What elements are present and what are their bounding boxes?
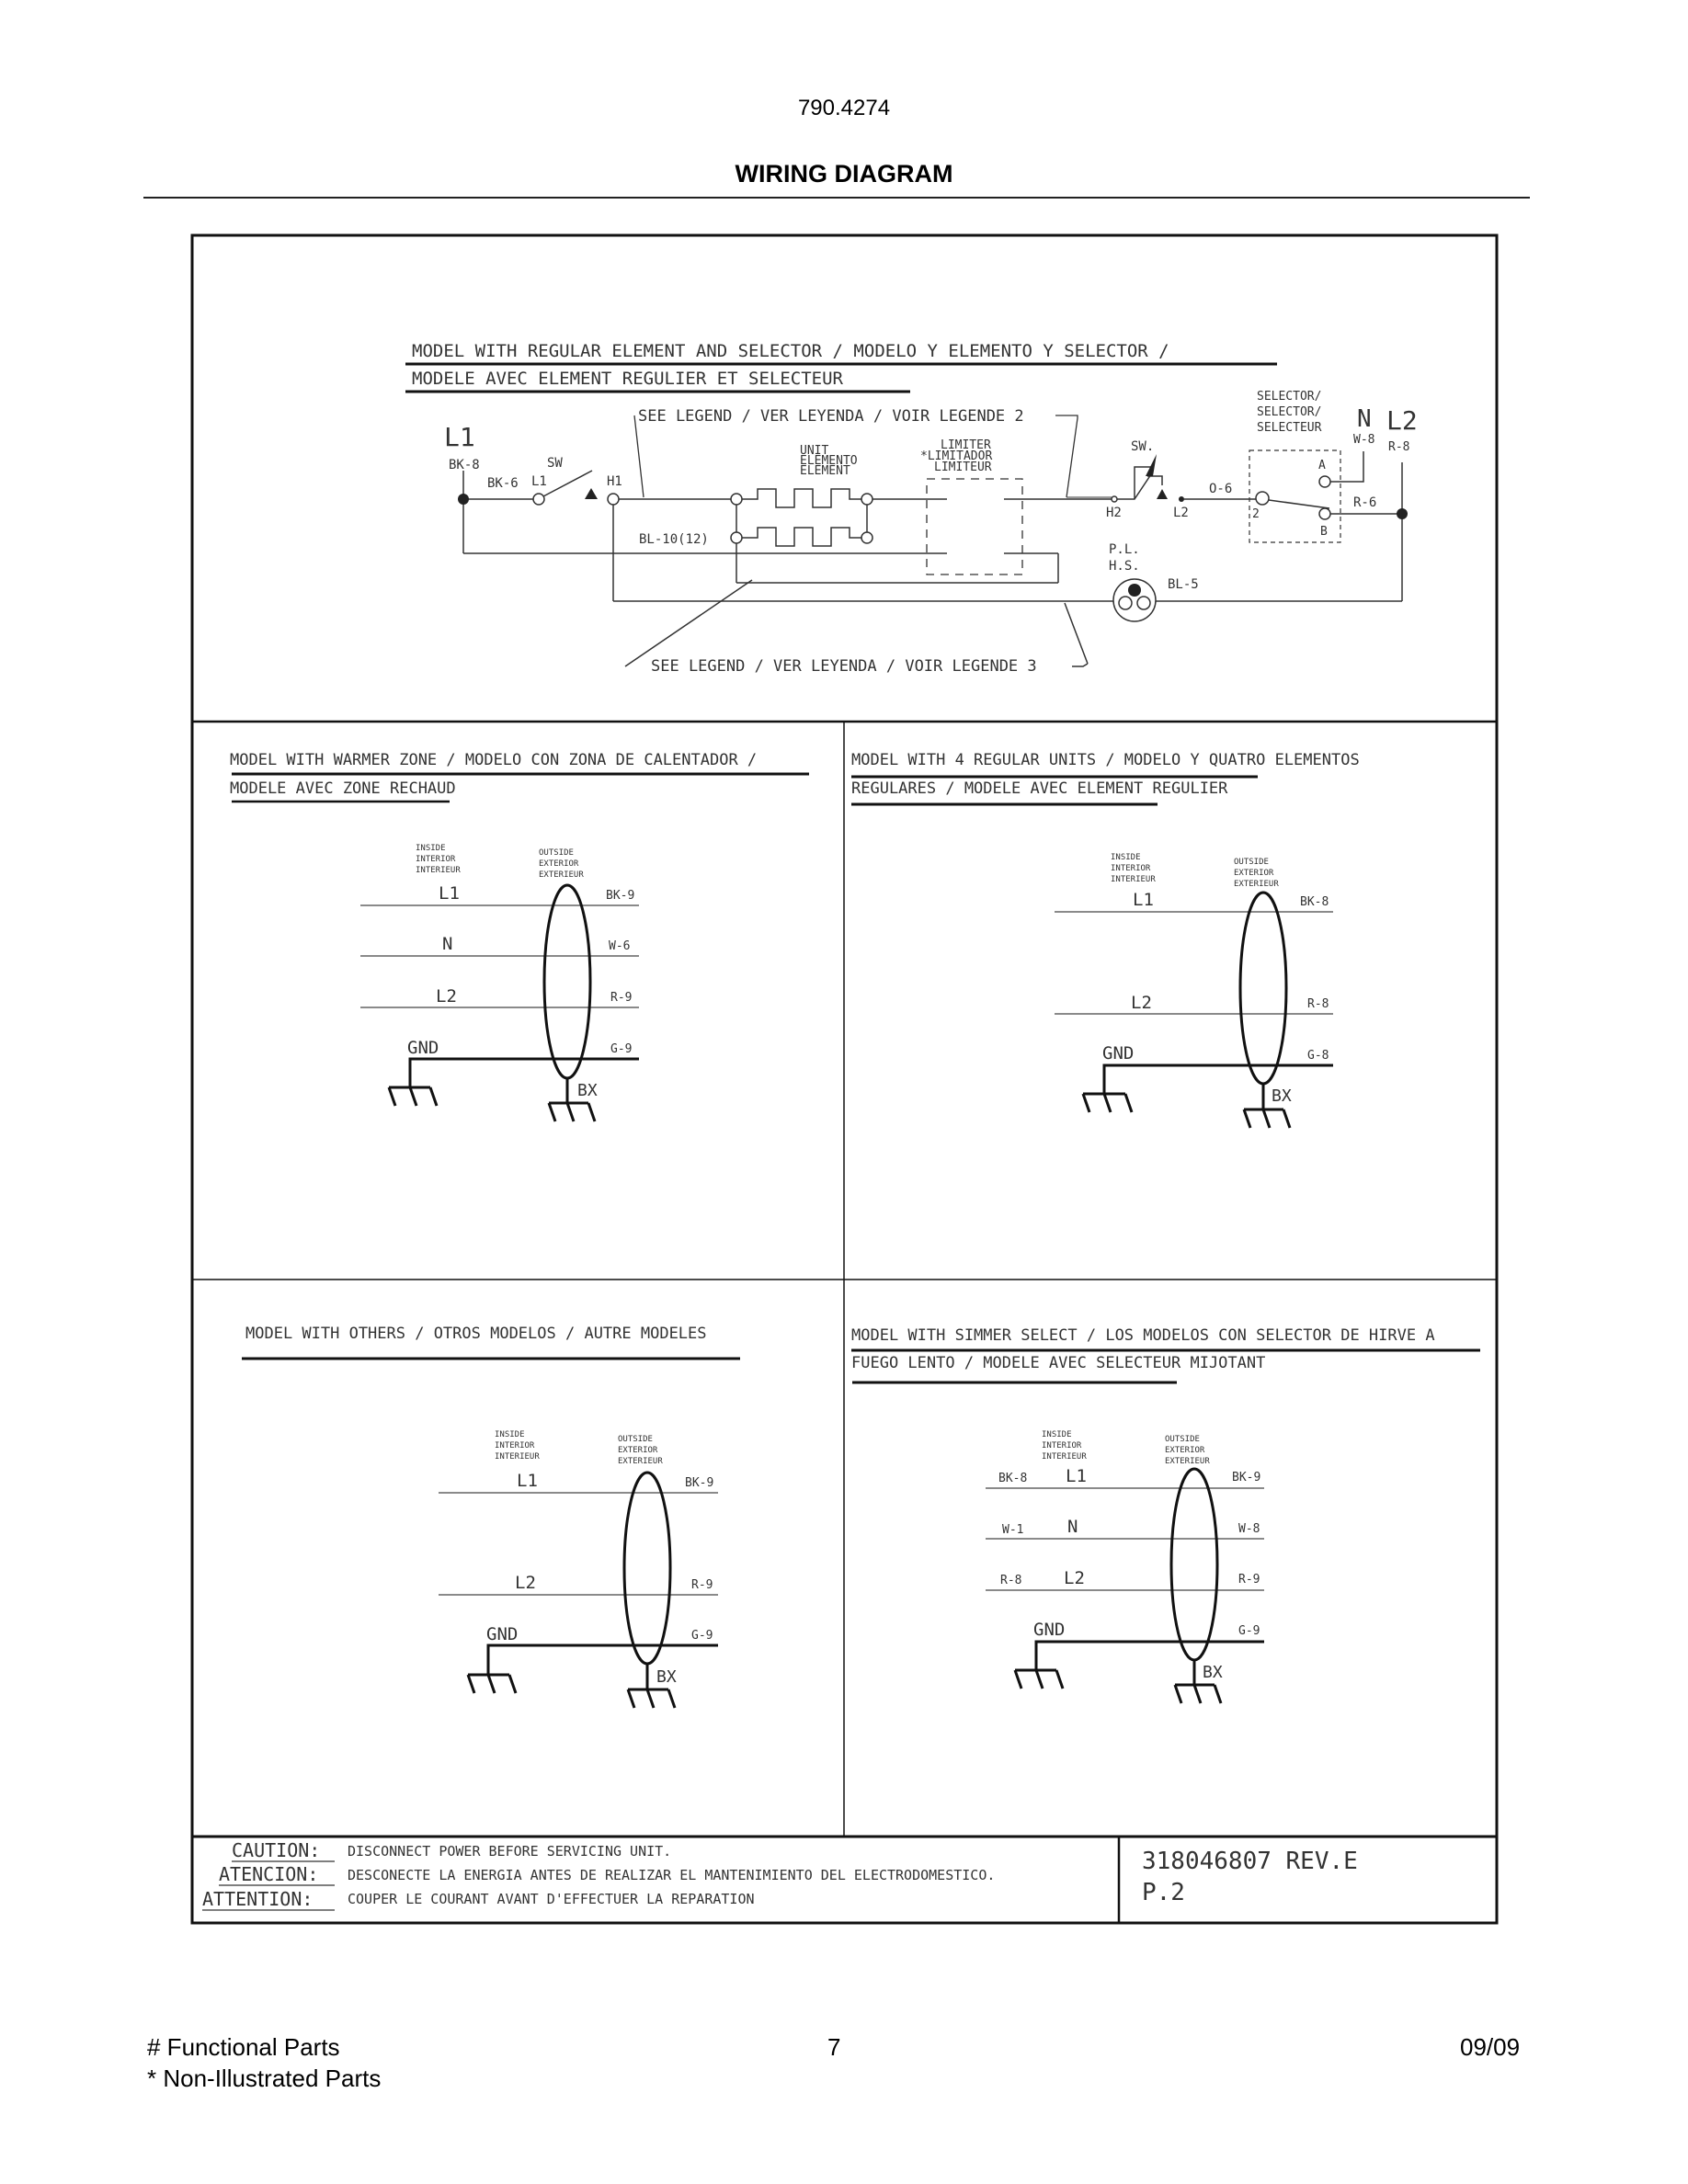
bl10-label: BL-10(12) [639, 532, 709, 547]
bk8-label: BK-8 [449, 458, 480, 472]
bl5-label: BL-5 [1168, 577, 1199, 592]
hs-label: H.S. [1109, 559, 1140, 574]
svg-text:EXTERIOR: EXTERIOR [1234, 869, 1274, 878]
svg-text:BK-9: BK-9 [685, 1476, 714, 1490]
svg-text:L2: L2 [436, 986, 457, 1007]
switch-arrow-icon [1146, 454, 1157, 476]
svg-text:R-8: R-8 [1000, 1574, 1022, 1587]
model-code: 790.4274 [797, 96, 891, 120]
w8-label: W-8 [1353, 433, 1375, 447]
panel-title-line2: REGULARES / MODELE AVEC ELEMENT REGULIER [851, 779, 1228, 798]
caution-text: DISCONNECT POWER BEFORE SERVICING UNIT. [348, 1843, 672, 1860]
caution-block [202, 1839, 1358, 1910]
revision-date: 09/09 [1460, 2033, 1521, 2061]
element-label: ELEMENT [800, 464, 850, 478]
limitador-label: *LIMITADOR [920, 449, 993, 463]
svg-text:INTERIEUR: INTERIEUR [1042, 1452, 1087, 1462]
pin-a-label: A [1318, 459, 1326, 472]
svg-text:EXTERIOR: EXTERIOR [618, 1446, 658, 1455]
svg-text:OUTSIDE: OUTSIDE [618, 1435, 653, 1444]
h1-label: H1 [607, 474, 622, 489]
l1-label: L1 [444, 422, 475, 452]
page-title: WIRING DIAGRAM [735, 160, 953, 188]
svg-text:INTERIEUR: INTERIEUR [495, 1452, 540, 1462]
n-label: N [1357, 405, 1372, 433]
svg-text:G-9: G-9 [610, 1042, 633, 1056]
svg-text:INTERIEUR: INTERIEUR [416, 866, 461, 875]
main-title-line1: MODEL WITH REGULAR ELEMENT AND SELECTOR / MODELO Y ELEMENTO Y SELECTOR / [412, 341, 1169, 361]
svg-text:R-9: R-9 [691, 1578, 713, 1592]
svg-text:INTERIOR: INTERIOR [416, 855, 456, 864]
svg-text:BK-9: BK-9 [1232, 1471, 1261, 1484]
l2-terminal-label: L2 [1173, 506, 1189, 520]
page-number: 7 [827, 2033, 841, 2061]
svg-text:BX: BX [656, 1667, 677, 1687]
svg-text:INSIDE: INSIDE [495, 1430, 525, 1439]
svg-text:EXTERIEUR: EXTERIEUR [1165, 1457, 1210, 1466]
svg-text:L2: L2 [515, 1573, 536, 1593]
svg-text:INSIDE: INSIDE [1111, 853, 1141, 862]
l2-label: L2 [1386, 405, 1418, 436]
page-ref: P.2 [1142, 1879, 1185, 1906]
svg-text:N: N [1067, 1517, 1078, 1537]
panel-four-regular-units [851, 751, 1360, 1128]
svg-text:BK-8: BK-8 [998, 1472, 1028, 1485]
svg-text:GND: GND [1102, 1043, 1135, 1064]
attention-label: ATTENTION: [202, 1888, 314, 1910]
terminal-marker-icon [585, 488, 598, 499]
svg-text:EXTERIEUR: EXTERIEUR [1234, 880, 1279, 889]
svg-text:BK-8: BK-8 [1300, 895, 1329, 909]
panel-title-line1: MODEL WITH OTHERS / OTROS MODELOS / AUTRE MODELES [245, 1325, 707, 1343]
panel-title-line1: MODEL WITH WARMER ZONE / MODELO CON ZONA DE CALENTADOR / [230, 751, 758, 769]
svg-text:G-9: G-9 [691, 1629, 713, 1643]
svg-text:G-8: G-8 [1307, 1049, 1329, 1063]
limiteur-label: LIMITEUR [934, 461, 992, 474]
svg-text:L1: L1 [517, 1471, 538, 1491]
svg-text:G-9: G-9 [1238, 1624, 1260, 1638]
svg-text:EXTERIOR: EXTERIOR [1165, 1446, 1205, 1455]
svg-text:BK-9: BK-9 [606, 889, 635, 903]
bk6-label: BK-6 [487, 476, 519, 491]
limiter-label: LIMITER [941, 438, 991, 452]
svg-text:OUTSIDE: OUTSIDE [539, 848, 574, 858]
svg-text:L1: L1 [439, 883, 460, 904]
svg-text:R-9: R-9 [610, 991, 633, 1005]
svg-text:INTERIOR: INTERIOR [1042, 1441, 1082, 1450]
svg-text:INSIDE: INSIDE [416, 844, 446, 853]
functional-parts-note: # Functional Parts [147, 2033, 340, 2061]
svg-text:INTERIEUR: INTERIEUR [1111, 875, 1156, 884]
selector-label-2: SELECTOR/ [1257, 405, 1322, 419]
panel-warmer-zone [230, 751, 809, 1121]
svg-text:INSIDE: INSIDE [1042, 1430, 1072, 1439]
pin-2-label: 2 [1252, 507, 1260, 521]
r6-label: R-6 [1353, 495, 1377, 510]
panel-title-line2: MODELE AVEC ZONE RECHAUD [230, 779, 456, 798]
svg-text:INTERIOR: INTERIOR [1111, 864, 1151, 873]
panel-others [242, 1325, 740, 1708]
panel-title-line1: MODEL WITH 4 REGULAR UNITS / MODELO Y QUATRO ELEMENTOS [851, 751, 1360, 769]
panel-title-line2: FUEGO LENTO / MODELE AVEC SELECTEUR MIJOTANT [851, 1354, 1266, 1372]
sw-l1-label: L1 [531, 474, 547, 489]
svg-text:BX: BX [577, 1081, 598, 1100]
pl-label: P.L. [1109, 542, 1140, 557]
o6-label: O-6 [1209, 482, 1233, 496]
pin-b-label: B [1320, 525, 1328, 539]
svg-text:N: N [442, 934, 453, 954]
svg-text:W-8: W-8 [1238, 1522, 1260, 1536]
selector-label-1: SELECTOR/ [1257, 390, 1322, 404]
legend-2-callout: SEE LEGEND / VER LEYENDA / VOIR LEGENDE 2 [638, 407, 1024, 426]
svg-text:OUTSIDE: OUTSIDE [1234, 858, 1269, 867]
panel-title-line1: MODEL WITH SIMMER SELECT / LOS MODELOS CON SELECTOR DE HIRVE A [851, 1326, 1435, 1345]
svg-text:L2: L2 [1064, 1568, 1085, 1588]
atencion-label: ATENCION: [219, 1863, 319, 1885]
svg-text:BX: BX [1272, 1086, 1292, 1106]
svg-text:GND: GND [486, 1624, 519, 1644]
svg-text:EXTERIEUR: EXTERIEUR [618, 1457, 663, 1466]
unit-label: UNIT [800, 444, 829, 458]
caution-label: CAUTION: [232, 1839, 321, 1861]
svg-text:W-1: W-1 [1002, 1523, 1024, 1537]
elemento-label: ELEMENTO [800, 454, 858, 468]
svg-text:W-6: W-6 [609, 939, 631, 953]
svg-text:GND: GND [1033, 1620, 1066, 1640]
svg-text:L1: L1 [1066, 1466, 1087, 1486]
r8-label: R-8 [1388, 440, 1410, 454]
svg-text:EXTERIEUR: EXTERIEUR [539, 870, 584, 880]
main-title-line2: MODELE AVEC ELEMENT REGULIER ET SELECTEUR [412, 369, 843, 389]
part-number: 318046807 REV.E [1142, 1848, 1358, 1875]
svg-text:INTERIOR: INTERIOR [495, 1441, 535, 1450]
panel-simmer-select [851, 1326, 1480, 1703]
main-schematic [405, 341, 1418, 676]
svg-text:BX: BX [1203, 1663, 1223, 1682]
selector-label-3: SELECTEUR [1257, 421, 1322, 435]
sw-label: SW [547, 456, 563, 471]
svg-text:L1: L1 [1133, 890, 1154, 910]
svg-text:GND: GND [407, 1038, 439, 1058]
svg-text:L2: L2 [1131, 993, 1152, 1013]
atencion-text: DESCONECTE LA ENERGIA ANTES DE REALIZAR EL MANTENIMIENTO DEL ELECTRODOMESTICO. [348, 1867, 996, 1883]
terminal-marker-icon [1157, 489, 1168, 499]
l1-junction-dot [458, 494, 469, 505]
svg-text:R-8: R-8 [1307, 997, 1329, 1011]
non-illustrated-parts-note: * Non-Illustrated Parts [147, 2065, 382, 2092]
attention-text: COUPER LE COURANT AVANT D'EFFECTUER LA REPARATION [348, 1891, 755, 1907]
svg-text:R-9: R-9 [1238, 1573, 1260, 1587]
legend-3-callout: SEE LEGEND / VER LEYENDA / VOIR LEGENDE 3 [651, 657, 1037, 676]
svg-text:EXTERIOR: EXTERIOR [539, 859, 579, 869]
sw2-label: SW. [1131, 439, 1155, 454]
svg-text:OUTSIDE: OUTSIDE [1165, 1435, 1200, 1444]
h2-label: H2 [1106, 506, 1122, 520]
l2-junction-dot [1397, 508, 1408, 519]
